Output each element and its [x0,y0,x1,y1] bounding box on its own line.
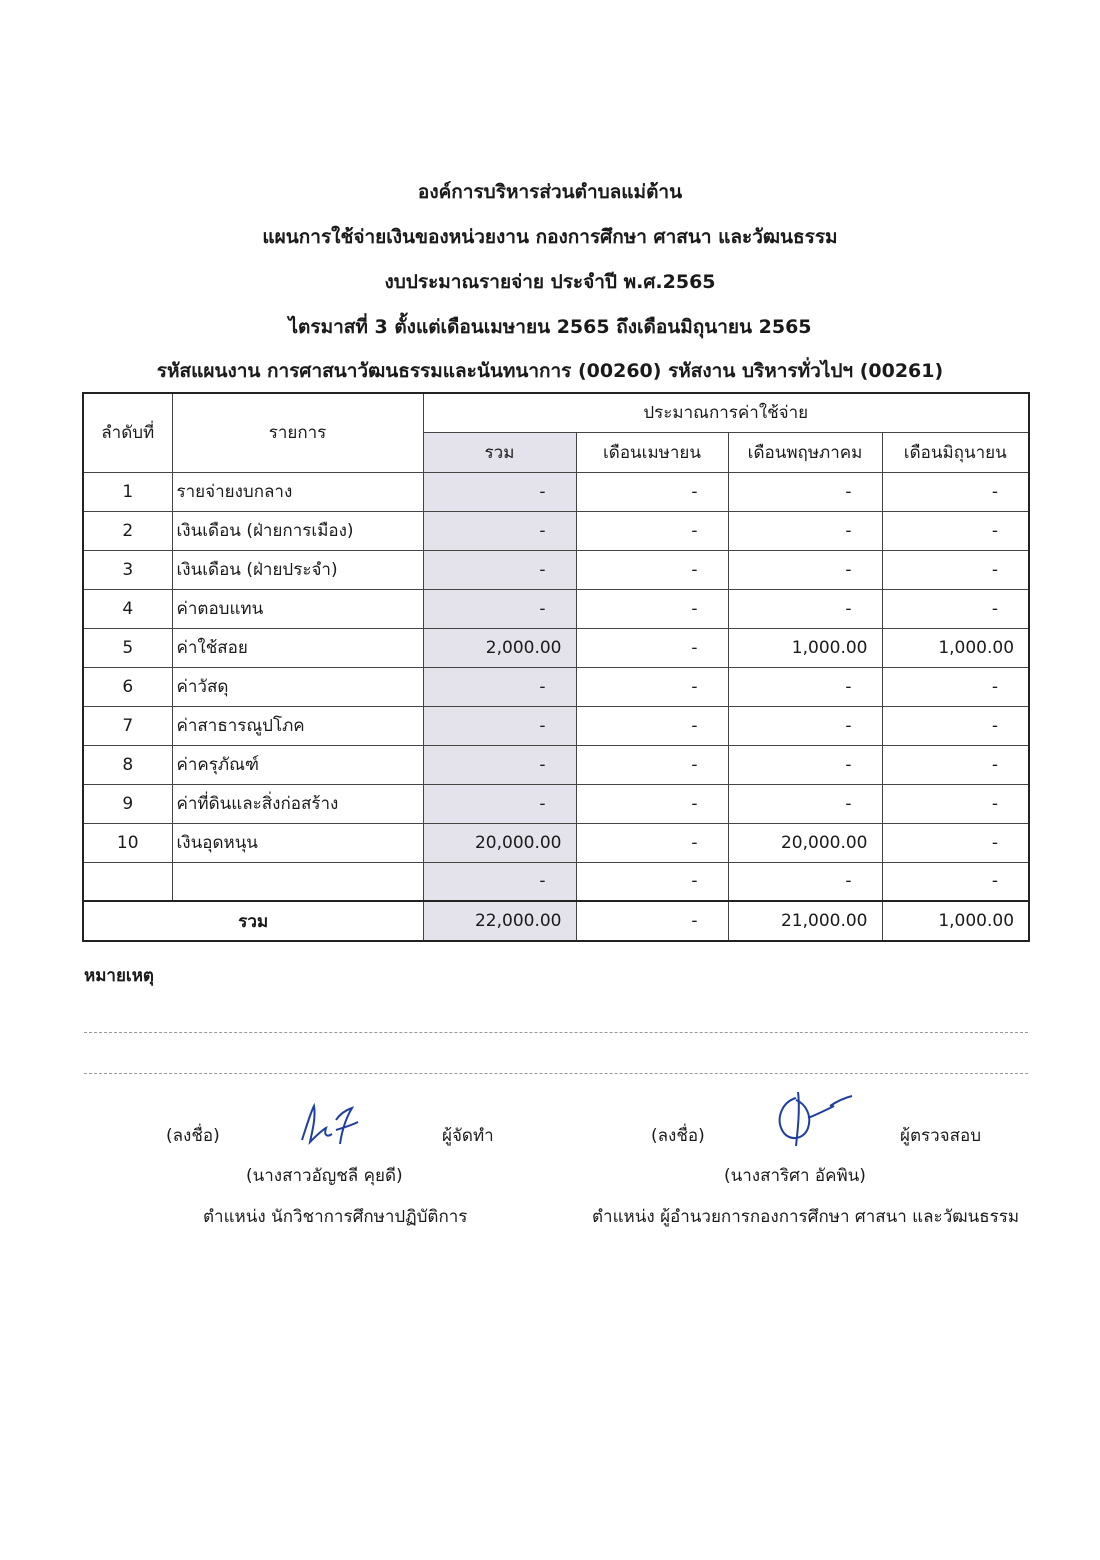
table-row [83,472,1029,511]
table-row [83,667,1029,706]
header-total: รวม [423,432,576,472]
header-june: เดือนมิถุนายน [882,432,1029,472]
org-name: องค์การบริหารส่วนตำบลแม่ต้าน [417,181,683,203]
row-june: - [882,745,1029,784]
row-no: 1 [83,472,172,511]
total-june: 1,000.00 [882,901,1029,941]
row-june: - [882,706,1029,745]
row-june: - [882,550,1029,589]
row-item: ค่าสาธารณูปโภค [172,706,423,745]
table-row [83,628,1029,667]
row-june: 1,000.00 [882,628,1029,667]
row-item: ค่าใช้สอย [172,628,423,667]
remark-label: หมายเหตุ [84,966,154,986]
row-total: - [423,706,576,745]
row-no: 10 [83,823,172,862]
row-june: - [882,667,1029,706]
row-april: - [576,511,728,550]
row-june: - [882,823,1029,862]
document-header [0,170,1100,392]
row-no: 5 [83,628,172,667]
row-no: 3 [83,550,172,589]
table-row [83,589,1029,628]
table-row [83,706,1029,745]
row-april: - [576,628,728,667]
budget-year: งบประมาณรายจ่าย ประจำปี พ.ศ.2565 [384,271,716,293]
header-estimate-group: ประมาณการค่าใช้จ่าย [423,393,1029,432]
right-name: (นางสาริศา อัคพิน) [724,1166,866,1186]
row-item [172,862,423,901]
row-april: - [576,472,728,511]
row-total: - [423,862,576,901]
row-april: - [576,589,728,628]
header-may: เดือนพฤษภาคม [728,432,882,472]
row-may: - [728,667,882,706]
budget-table [82,392,1030,942]
total-may: 21,000.00 [728,901,882,941]
row-april: - [576,784,728,823]
remark-line [84,1073,1028,1074]
row-total: - [423,472,576,511]
row-no: 2 [83,511,172,550]
row-june: - [882,472,1029,511]
row-total: - [423,511,576,550]
right-position: ตำแหน่ง ผู้อำนวยการกองการศึกษา ศาสนา และวัฒนธรรม [592,1207,1020,1227]
remark-line [84,1032,1028,1033]
row-april: - [576,862,728,901]
row-april: - [576,745,728,784]
left-name: (นางสาวอัญชลี คุยดี) [246,1166,403,1186]
right-signed-label: (ลงชื่อ) [651,1126,705,1146]
table-row [83,745,1029,784]
left-role: ผู้จัดทำ [442,1126,494,1146]
row-april: - [576,706,728,745]
row-total: - [423,784,576,823]
total-april: - [576,901,728,941]
quarter-period: ไตรมาสที่ 3 ตั้งแต่เดือนเมษายน 2565 ถึงเดือนมิถุนายน 2565 [288,316,812,338]
row-april: - [576,550,728,589]
row-may: - [728,862,882,901]
table-row [83,862,1029,901]
row-item: เงินอุดหนุน [172,823,423,862]
row-may: - [728,472,882,511]
left-position: ตำแหน่ง นักวิชาการศึกษาปฏิบัติการ [203,1207,468,1227]
row-no: 8 [83,745,172,784]
left-signature-mark [296,1100,366,1150]
row-total: - [423,550,576,589]
row-total: - [423,589,576,628]
row-june: - [882,862,1029,901]
row-total: - [423,745,576,784]
plan-code: รหัสแผนงาน การศาสนาวัฒนธรรมและนันทนาการ (00260) รหัสงาน บริหารทั่วไปฯ (00261) [156,360,944,382]
row-may: 20,000.00 [728,823,882,862]
table-row [83,511,1029,550]
row-item: รายจ่ายงบกลาง [172,472,423,511]
row-may: - [728,745,882,784]
header-no: ลำดับที่ [83,393,172,472]
header-april: เดือนเมษายน [576,432,728,472]
table-row [83,550,1029,589]
row-may: 1,000.00 [728,628,882,667]
row-total: - [423,667,576,706]
row-item: ค่าตอบแทน [172,589,423,628]
row-no: 7 [83,706,172,745]
row-no: 9 [83,784,172,823]
row-total: 2,000.00 [423,628,576,667]
right-role: ผู้ตรวจสอบ [900,1126,982,1146]
row-total: 20,000.00 [423,823,576,862]
row-june: - [882,511,1029,550]
row-june: - [882,784,1029,823]
row-item: เงินเดือน (ฝ่ายประจำ) [172,550,423,589]
total-label: รวม [83,901,423,941]
row-may: - [728,511,882,550]
row-item: ค่าครุภัณฑ์ [172,745,423,784]
row-item: ค่าวัสดุ [172,667,423,706]
row-no [83,862,172,901]
row-may: - [728,706,882,745]
row-item: เงินเดือน (ฝ่ายการเมือง) [172,511,423,550]
left-signed-label: (ลงชื่อ) [166,1126,220,1146]
row-may: - [728,784,882,823]
row-april: - [576,667,728,706]
row-april: - [576,823,728,862]
row-may: - [728,589,882,628]
row-no: 4 [83,589,172,628]
total-row [83,901,1029,941]
table-row [83,784,1029,823]
row-june: - [882,589,1029,628]
row-item: ค่าที่ดินและสิ่งก่อสร้าง [172,784,423,823]
row-may: - [728,550,882,589]
row-no: 6 [83,667,172,706]
total-sum: 22,000.00 [423,901,576,941]
header-item: รายการ [172,393,423,472]
right-signature-mark [768,1088,858,1150]
table-row [83,823,1029,862]
plan-title: แผนการใช้จ่ายเงินของหน่วยงาน กองการศึกษา ศาสนา และวัฒนธรรม [262,226,838,248]
